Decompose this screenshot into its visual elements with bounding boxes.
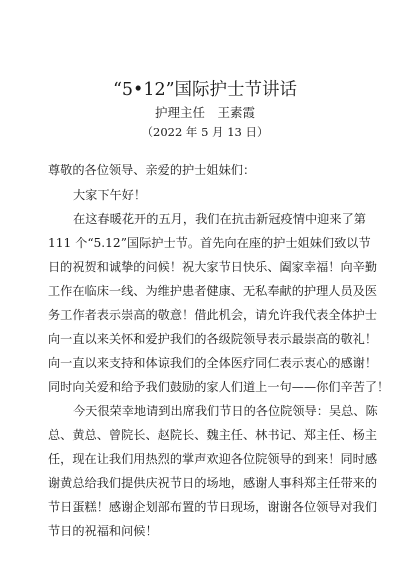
body-line: 在这春暖花开的五月，我们在抗击新冠疫情中迎来了第 <box>73 212 366 226</box>
body-line: 任，现在让我们用热烈的掌声欢迎各位院领导的到来！同时感 <box>48 452 378 466</box>
greeting: 大家下午好！ <box>73 188 147 202</box>
author-line: 护理主任 王素霞 <box>154 105 255 120</box>
body-line: 节日蛋糕！感谢企划部布置的节日现场，谢谢各位领导对我们 <box>48 500 378 514</box>
body-line: 务工作者表示崇高的敬意！借此机会，请允许我代表全体护士 <box>48 308 378 322</box>
salutation: 尊敬的各位领导、亲爱的护士姐妹们： <box>48 163 256 177</box>
body-line: 111 个“5.12”国际护士节。首先向在座的护士姐妹们致以节 <box>48 236 371 250</box>
body-line: 总、黄总、曾院长、赵院长、魏主任、林书记、郑主任、杨主 <box>48 428 378 442</box>
body-line: 节日的祝福和问候！ <box>48 524 158 538</box>
body-line: 今天很荣幸地请到出席我们节日的各位院领导：吴总、陈 <box>73 404 378 418</box>
date-line: （2022 年 5 月 13 日） <box>141 125 269 139</box>
body-line: 谢黄总给我们提供庆祝节日的场地，感谢人事科郑主任带来的 <box>48 476 378 490</box>
body-line: 同时向关爱和给予我们鼓励的家人们道上一句——你们辛苦了！ <box>48 380 390 394</box>
body-line: 工作在临床一线、为维护患者健康、无私奉献的护理人员及医 <box>48 284 378 298</box>
body-line: 日的祝贺和诚挚的问候！祝大家节日快乐、阖家幸福！向辛勤 <box>48 260 378 274</box>
body-line: 向一直以来支持和体谅我们的全体医疗同仁表示衷心的感谢！ <box>48 356 378 370</box>
document-title: “5•12”国际护士节讲话 <box>112 80 298 100</box>
body-line: 向一直以来关怀和爱护我们的各级院领导表示最崇高的敬礼！ <box>48 332 378 346</box>
